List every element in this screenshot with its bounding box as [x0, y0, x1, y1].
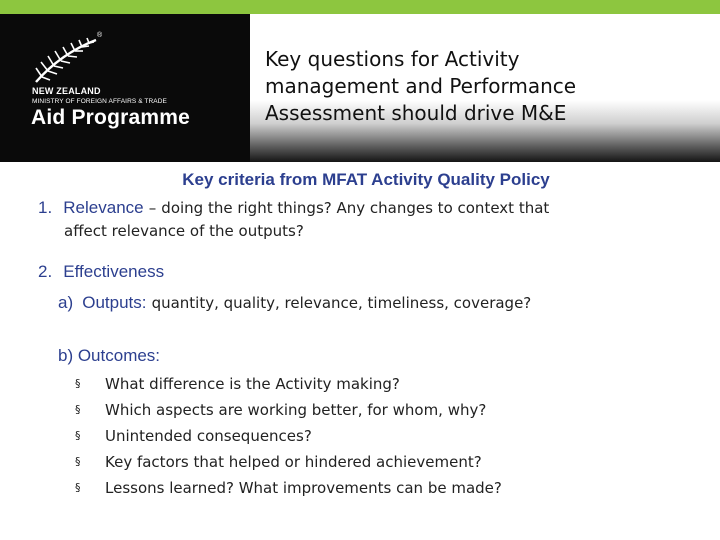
bullet-icon: § [75, 429, 81, 442]
sub-item-outputs [58, 293, 531, 313]
list-item [75, 477, 502, 503]
item-number: 2. [38, 262, 53, 281]
sub-item-label: Outputs: [82, 293, 147, 312]
bullet-icon: § [75, 481, 81, 494]
bullet-icon: § [75, 455, 81, 468]
list-item [75, 399, 502, 425]
list-item [75, 425, 502, 451]
list-item-text: Key factors that helped or hindered achievement? [105, 453, 482, 471]
criterion-relevance [38, 198, 549, 218]
top-accent-bar [0, 0, 720, 14]
criterion-effectiveness [38, 262, 164, 282]
logo-country: NEW ZEALAND [32, 86, 101, 96]
section-subheading: Key criteria from MFAT Activity Quality Policy [182, 170, 550, 189]
bullet-icon: § [75, 377, 81, 390]
logo-panel [0, 14, 250, 162]
logo-ministry: MINISTRY OF FOREIGN AFFAIRS & TRADE [32, 98, 167, 105]
fern-icon [32, 36, 102, 86]
list-item [75, 373, 502, 399]
item-label: Effectiveness [63, 262, 165, 281]
title-line: management and Performance [265, 74, 577, 98]
slide-header [0, 14, 720, 162]
list-item-text: What difference is the Activity making? [105, 375, 400, 393]
item-text: doing the right things? Any changes to context that [161, 199, 550, 217]
list-item-text: Unintended consequences? [105, 427, 312, 445]
list-item-text: Which aspects are working better, for whom, why? [105, 401, 487, 419]
sub-item-marker: a) [58, 293, 74, 312]
registered-mark: ® [97, 32, 103, 39]
slide-title [265, 46, 705, 127]
list-item [75, 451, 502, 477]
list-item-text: Lessons learned? What improvements can be made? [105, 479, 502, 497]
sub-item-outcomes: b) Outcomes: [58, 346, 161, 365]
item-number: 1. [38, 198, 53, 217]
title-line: Key questions for Activity [265, 47, 520, 71]
title-line: Assessment should drive M&E [265, 101, 567, 125]
criterion-relevance-continued: affect relevance of the outputs? [64, 222, 304, 240]
item-label: Relevance [63, 198, 144, 217]
outcome-questions-list [75, 373, 502, 503]
bullet-icon: § [75, 403, 81, 416]
sub-item-text: quantity, quality, relevance, timeliness, coverage? [151, 294, 532, 312]
logo-programme: Aid Programme [31, 106, 190, 129]
item-dash: – [148, 199, 157, 217]
